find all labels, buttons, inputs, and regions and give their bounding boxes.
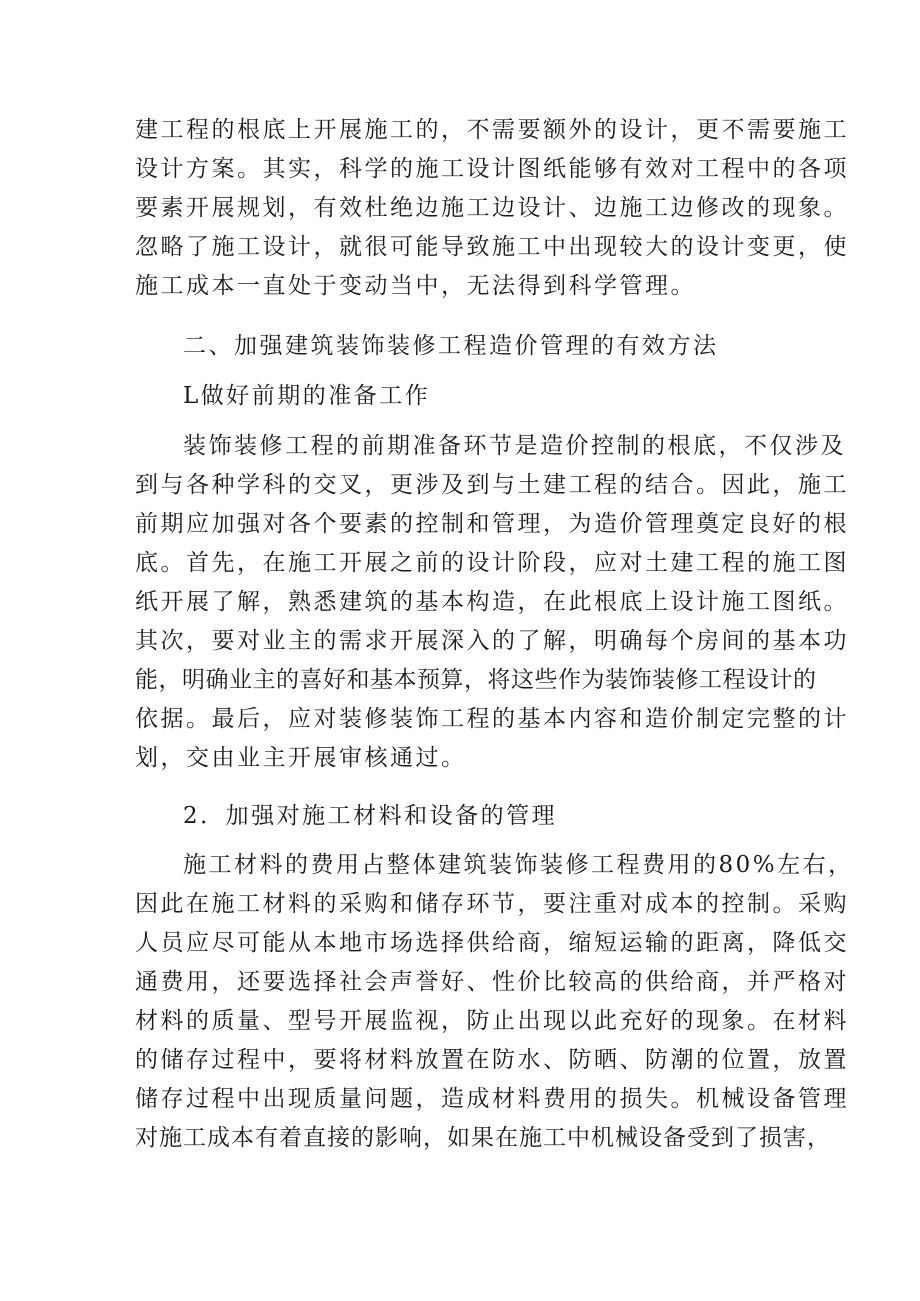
- subheading: [135, 797, 790, 836]
- paragraph-line: 要素开展规划，有效杜绝边施工边设计、边施工边修改的现象。: [135, 195, 849, 221]
- paragraph-line: 设计方案。其实，科学的施工设计图纸能够有效对工程中的各项: [135, 156, 849, 182]
- paragraph-line: 人员应尽可能从本地市场选择供给商，缩短运输的距离，降低交: [135, 930, 849, 956]
- paragraph-line: 其次，要对业主的需求开展深入的了解，明确每个房间的基本功: [135, 628, 849, 654]
- subheading: [135, 377, 790, 416]
- paragraph-line: 装饰装修工程的前期准备环节是造价控制的根底，不仅涉及: [183, 433, 846, 459]
- subheading-text: 2．加强对施工材料和设备的管理: [183, 803, 558, 829]
- paragraph-line: 通费用，还要选择社会声誉好、性价比较高的供给商，并严格对: [135, 969, 849, 995]
- paragraph-line: 纸开展了解，熟悉建筑的基本构造，在此根底上设计施工图纸。: [135, 589, 849, 615]
- paragraph-line: 底。首先，在施工开展之前的设计阶段，应对土建工程的施工图: [135, 550, 849, 576]
- paragraph-line: 施工成本一直处于变动当中，无法得到科学管理。: [135, 273, 696, 299]
- subheading-text: L做好前期的准备工作: [183, 383, 431, 409]
- paragraph-line: 划，交由业主开展审核通过。: [135, 745, 467, 771]
- paragraph-line: 施工材料的费用占整体建筑装饰装修工程费用的80%左右，: [183, 852, 854, 878]
- paragraph-line: 能，明确业主的喜好和基本预算，将这些作为装饰装修工程设计的: [135, 667, 817, 693]
- paragraph-line: 到与各种学科的交叉，更涉及到与土建工程的结合。因此，施工: [135, 472, 849, 498]
- paragraph-line: 建工程的根底上开展施工的，不需要额外的设计，更不需要施工: [135, 117, 849, 143]
- paragraph-line: 依据。最后，应对装修装饰工程的基本内容和造价制定完整的计: [135, 706, 849, 732]
- paragraph-line: 的储存过程中，要将材料放置在防水、防晒、防潮的位置，放置: [135, 1047, 849, 1073]
- paragraph-line: 前期应加强对各个要素的控制和管理，为造价管理奠定良好的根: [135, 511, 849, 537]
- paragraph-line: 对施工成本有着直接的影响，如果在施工中机械设备受到了损害，: [135, 1125, 831, 1151]
- body-paragraph: [135, 111, 849, 306]
- section-heading: [135, 327, 790, 366]
- section-heading-text: 二、加强建筑装饰装修工程造价管理的有效方法: [183, 333, 719, 359]
- paragraph-line: 因此在施工材料的采购和储存环节，要注重对成本的控制。采购: [135, 891, 849, 917]
- paragraph-line: 忽略了施工设计，就很可能导致施工中出现较大的设计变更，使: [135, 234, 849, 260]
- body-paragraph: [135, 846, 854, 1158]
- body-paragraph: [135, 427, 849, 778]
- paragraph-line: 储存过程中出现质量问题，造成材料费用的损失。机械设备管理: [135, 1086, 849, 1112]
- paragraph-line: 材料的质量、型号开展监视，防止出现以此充好的现象。在材料: [135, 1008, 849, 1034]
